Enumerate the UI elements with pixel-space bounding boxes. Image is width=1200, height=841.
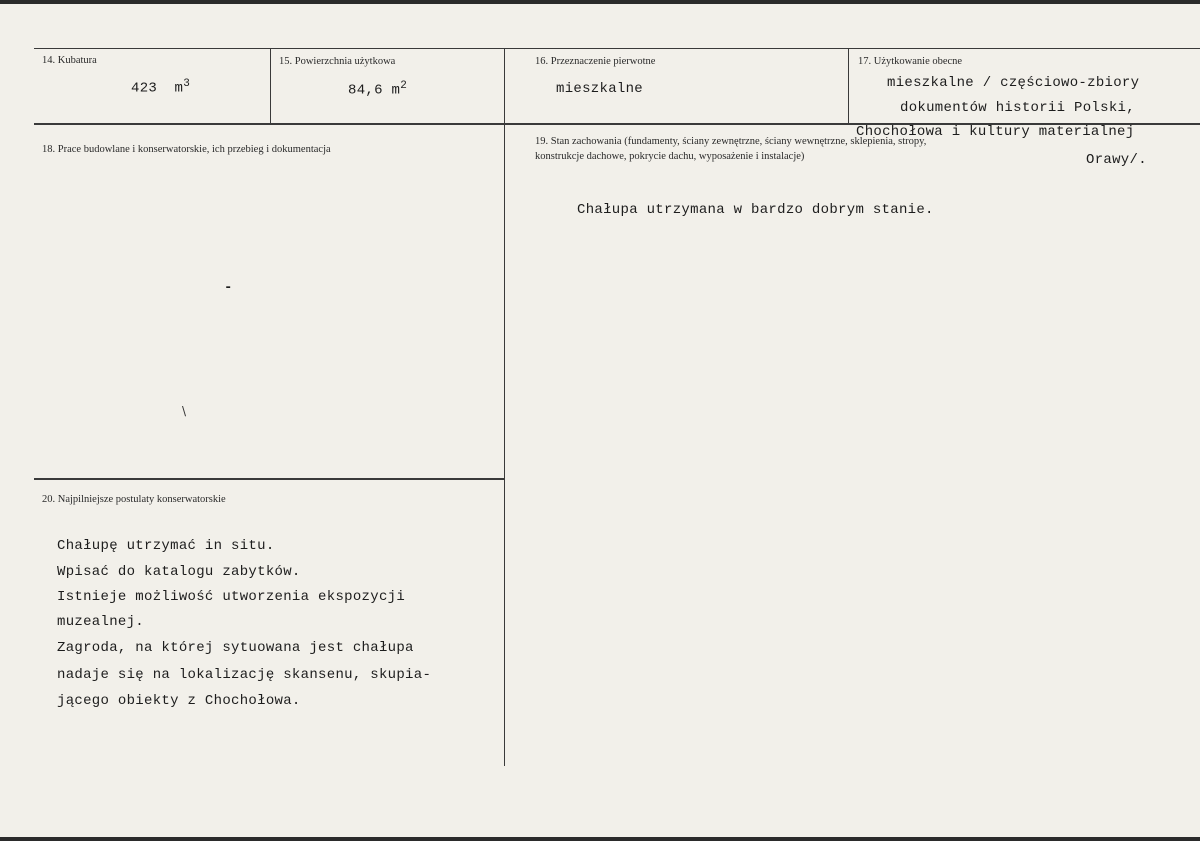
field-14-label: 14. Kubatura [42, 55, 97, 66]
field-20-line-7: jącego obiekty z Chochołowa. [57, 693, 301, 709]
field-17-line-3: Chochołowa i kultury materialnej [856, 124, 1135, 140]
field-15-text: 84,6 m [348, 82, 401, 99]
field-15-exponent: 2 [400, 80, 408, 92]
field-16-label: 16. Przeznaczenie pierwotne [535, 56, 656, 67]
field-17-line-2: dokumentów historii Polski, [900, 100, 1135, 116]
field-20-line-1: Chałupę utrzymać in situ. [57, 538, 275, 554]
field-19-value: Chałupa utrzymana w bardzo dobrym stanie. [577, 202, 934, 218]
field-14-text: 423 m [131, 80, 184, 97]
record-card [0, 4, 1200, 837]
field-18-value: - [224, 280, 233, 296]
field-15-label: 15. Powierzchnia użytkowa [279, 56, 396, 67]
field-20-line-6: nadaje się na lokalizację skansenu, skupia- [57, 667, 432, 683]
field-20-line-3: Istnieje możliwość utworzenia ekspozycji [57, 589, 406, 605]
field-20-line-5: Zagroda, na której sytuowana jest chałupa [57, 640, 414, 656]
field-19-label-line-2: konstrukcje dachowe, pokrycie dachu, wyposażenie i instalacje) [535, 151, 805, 162]
field-17-line-4: Orawy/. [1086, 152, 1147, 168]
divider-15-16 [504, 48, 505, 766]
field-20-label: 20. Najpilniejsze postulaty konserwatorskie [42, 494, 226, 505]
field-20-line-4: muzealnej. [57, 614, 145, 630]
row2-rule [34, 478, 504, 480]
field-19-label-line-1: 19. Stan zachowania (fundamenty, ściany zewnętrzne, ściany wewnętrzne, sklepienia, stropy, [535, 136, 927, 147]
stray-mark: \ [182, 404, 187, 418]
field-20-line-2: Wpisać do katalogu zabytków. [57, 564, 301, 580]
field-17-line-1: mieszkalne / częściowo-zbiory [887, 75, 1140, 91]
field-15-value [348, 80, 407, 99]
divider-14-15 [270, 48, 271, 124]
field-14-exponent: 3 [183, 78, 191, 90]
divider-16-17 [848, 48, 849, 124]
field-17-label: 17. Użytkowanie obecne [858, 56, 963, 67]
field-18-label: 18. Prace budowlane i konserwatorskie, ich przebieg i dokumentacja [42, 144, 331, 155]
top-rule [34, 48, 1200, 49]
field-14-value [131, 78, 190, 97]
field-16-value: mieszkalne [556, 81, 644, 97]
